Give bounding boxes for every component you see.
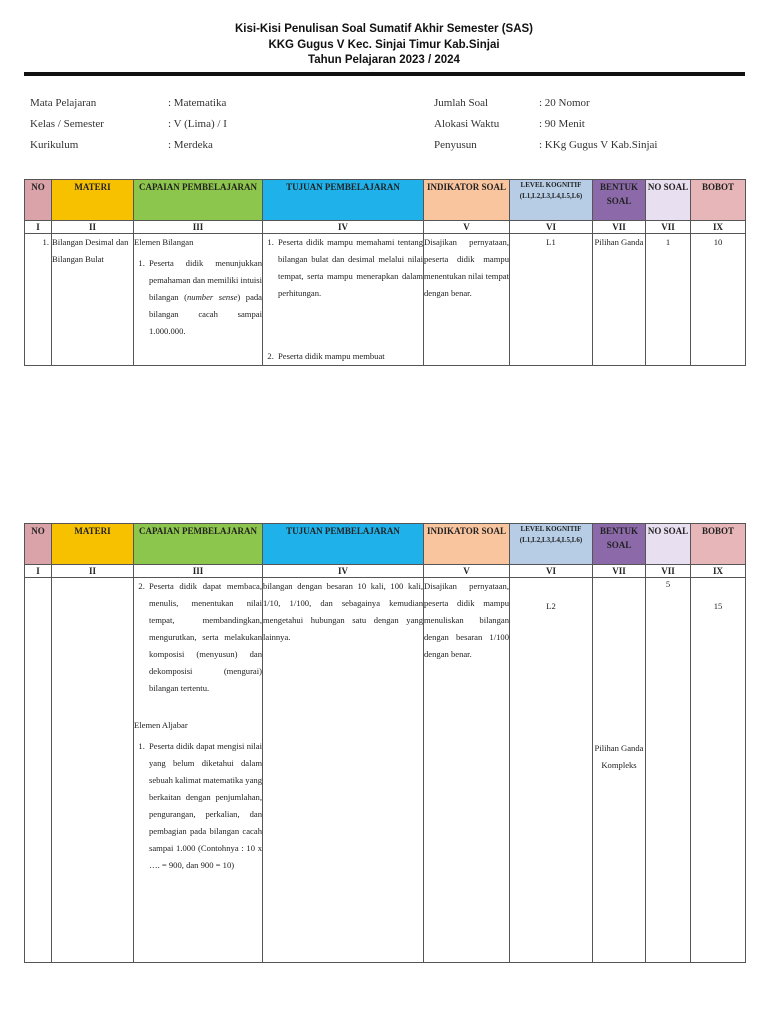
col-header-level: LEVEL KOGNITIF (L1,L2,L3,L4,L5,L6): [510, 180, 593, 221]
roman-cell: VII: [593, 221, 646, 234]
level-cell: L2: [510, 578, 593, 963]
col-header-tujuan: TUJUAN PEMBELAJARAN: [263, 524, 424, 565]
materi-cell: Bilangan Desimal dan Bilangan Bulat: [52, 234, 134, 366]
meta-label-question-count: Jumlah Soal: [434, 97, 489, 109]
col-header-materi: MATERI: [52, 180, 134, 221]
materi-cell: [52, 578, 134, 963]
tp-list-item: 2. Peserta didik mampu membuat: [276, 348, 423, 365]
roman-cell: VII: [646, 221, 691, 234]
cp-list: [134, 578, 262, 697]
col-header-no-soal: NO SOAL: [646, 180, 691, 221]
roman-cell: III: [134, 565, 263, 578]
no-soal-cell: 1: [646, 234, 691, 366]
row-number: [25, 578, 52, 963]
header-year: Tahun Pelajaran 2023 / 2024: [308, 54, 460, 66]
col-header-bobot: BOBOT: [691, 180, 746, 221]
table-row: [25, 234, 746, 366]
col-header-bentuk: BENTUK SOAL: [593, 180, 646, 221]
cp-italic-text: number sense: [186, 292, 238, 302]
tujuan-cell: [263, 234, 424, 366]
col-header-no: NO: [25, 180, 52, 221]
cp-element-heading: Elemen Bilangan: [134, 237, 194, 247]
cp-text-end: ) pada bilangan cacah sampai 1.000.000.: [149, 292, 262, 336]
meta-label-curriculum: Kurikulum: [30, 139, 79, 151]
bobot-cell: 15: [691, 578, 746, 963]
cp-list-item: 1. Peserta didik dapat mengisi nilai yang belum diketahui dalam sebuah kalimat matematika yang berkaitan dengan penjumlahan, pengurangan, perkalian, dan pembagian pada bilangan cacah sampai 1.000 (Contohnya : 10 x …. = 900, dan 900 = 10): [147, 738, 262, 874]
tp-list: [263, 234, 423, 365]
meta-value-author: : KKg Gugus V Kab.Sinjai: [539, 139, 658, 151]
capaian-cell: [134, 234, 263, 366]
roman-cell: I: [25, 221, 52, 234]
meta-label-time: Alokasi Waktu: [434, 118, 500, 130]
roman-cell: VI: [510, 221, 593, 234]
col-header-tujuan: TUJUAN PEMBELAJARAN: [263, 180, 424, 221]
roman-cell: II: [52, 565, 134, 578]
roman-cell: VI: [510, 565, 593, 578]
bobot-cell: 10: [691, 234, 746, 366]
grid-table-1: [24, 179, 746, 366]
roman-cell: II: [52, 221, 134, 234]
roman-cell: V: [424, 565, 510, 578]
roman-cell: IX: [691, 565, 746, 578]
roman-cell: IV: [263, 565, 424, 578]
meta-label-subject: Mata Pelajaran: [30, 97, 97, 109]
col-header-indikator: INDIKATOR SOAL: [424, 180, 510, 221]
cp-list-item: 2. Peserta didik dapat membaca, menulis, menentukan nilai tempat, membandingkan, mengurutkan, serta melakukan komposisi (menyusun) dan dekomposisi (mengurai) bilangan tertentu.: [147, 578, 262, 697]
col-header-bobot: BOBOT: [691, 524, 746, 565]
indikator-cell: Disajikan pernyataan, peserta didik mampu menuliskan bilangan dengan besaran 1/100 dengan benar.: [424, 578, 510, 963]
roman-cell: V: [424, 221, 510, 234]
indikator-cell: Disajikan pernyataan, peserta didik mampu menentukan nilai tempat dengan benar.: [424, 234, 510, 366]
roman-row: [25, 221, 746, 234]
meta-value-time: : 90 Menit: [539, 118, 585, 130]
bentuk-cell: Pilihan Ganda Kompleks: [593, 578, 646, 963]
meta-value-curriculum: : Merdeka: [168, 139, 213, 151]
col-header-capaian: CAPAIAN PEMBELAJARAN: [134, 180, 263, 221]
no-soal-cell: 5: [646, 578, 691, 963]
meta-info: [0, 0, 768, 160]
cp-text: Peserta didik menunjukkan pemahaman dan memiliki intuisi bilangan (: [149, 258, 262, 302]
col-header-no-soal: NO SOAL: [646, 524, 691, 565]
col-header-capaian: CAPAIAN PEMBELAJARAN: [134, 524, 263, 565]
meta-label-class: Kelas / Semester: [30, 118, 104, 130]
col-header-indikator: INDIKATOR SOAL: [424, 524, 510, 565]
col-header-materi: MATERI: [52, 524, 134, 565]
header-title: Kisi-Kisi Penulisan Soal Sumatif Akhir Semester (SAS): [234, 23, 534, 35]
cp-element-heading: Elemen Aljabar: [134, 720, 188, 730]
row-number: 1.: [25, 234, 52, 366]
col-header-level: LEVEL KOGNITIF (L1,L2,L3,L4,L5,L6): [510, 524, 593, 565]
roman-cell: VII: [593, 565, 646, 578]
bentuk-cell: Pilihan Ganda: [593, 234, 646, 366]
roman-cell: IV: [263, 221, 424, 234]
col-header-no: NO: [25, 524, 52, 565]
meta-value-subject: : Matematika: [168, 97, 227, 109]
col-header-bentuk: BENTUK SOAL: [593, 524, 646, 565]
cp-list: [134, 738, 262, 874]
capaian-cell: [134, 578, 263, 963]
cp-list-item: [147, 255, 262, 340]
header-subtitle: KKG Gugus V Kec. Sinjai Timur Kab.Sinjai: [268, 38, 500, 51]
meta-value-question-count: : 20 Nomor: [539, 97, 590, 109]
roman-row: [25, 565, 746, 578]
roman-cell: I: [25, 565, 52, 578]
level-cell: L1: [510, 234, 593, 366]
roman-cell: III: [134, 221, 263, 234]
meta-label-author: Penyusun: [434, 139, 477, 151]
grid-table-2: [24, 523, 746, 963]
meta-value-class: : V (Lima) / I: [168, 118, 227, 130]
roman-cell: IX: [691, 221, 746, 234]
table-row: [25, 578, 746, 963]
roman-cell: VII: [646, 565, 691, 578]
cp-list: [134, 255, 262, 340]
tujuan-cell: bilangan dengan besaran 10 kali, 100 kali, 1/10, 1/100, dan sebagainya kemudian mengetahui hubungan satu dengan yang lainnya.: [263, 578, 424, 963]
tp-list-item: 1. Peserta didik mampu memahami tentang bilangan bulat dan desimal melalui nilai tempat, serta mampu menerapkan dalam perhitungan.: [276, 234, 423, 302]
